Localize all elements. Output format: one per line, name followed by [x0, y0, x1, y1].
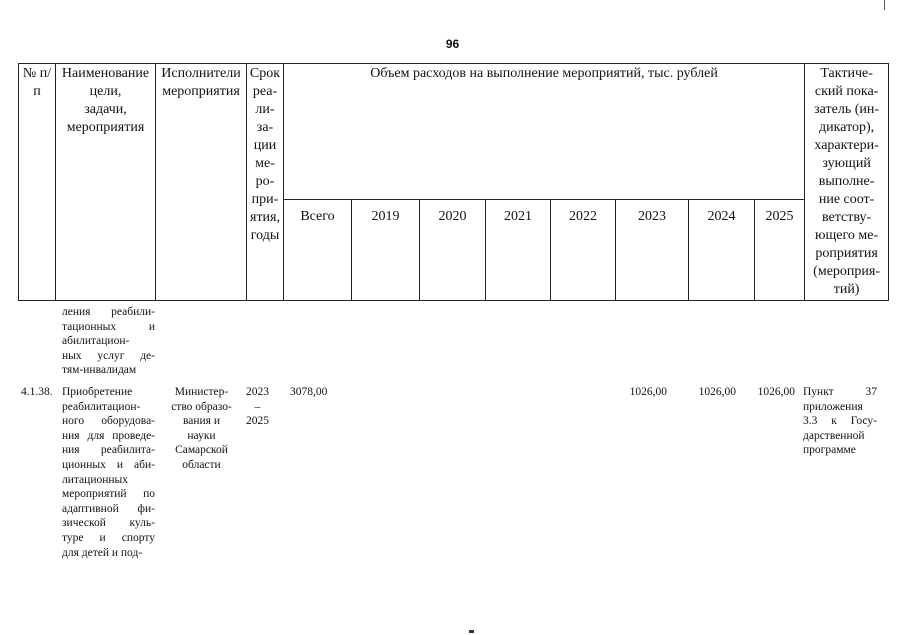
row-name-line: мероприятий по [62, 488, 155, 501]
header-year-2020: 2020 [420, 199, 486, 300]
row-executor-line: науки [187, 429, 216, 442]
row-number: 4.1.38. [21, 386, 53, 398]
row-term-cell [241, 385, 274, 429]
row-2023-value: 1026,00 [629, 386, 667, 398]
row-executor-line: ство образо- [171, 400, 232, 413]
row-name-line: зической куль- [62, 517, 155, 530]
row-executor-line: Министер- [174, 386, 229, 398]
header-name: Наименование цели, задачи, мероприятия [56, 64, 156, 301]
row-term-line: 2025 [246, 415, 269, 428]
header-year-2019: 2019 [352, 199, 420, 300]
table-header [18, 63, 889, 301]
row-name-line: ния реабилита- [62, 444, 155, 457]
row-name-line: туре и спорту [62, 531, 155, 544]
row-executor-line: области [182, 458, 221, 471]
row-name-cell [62, 385, 155, 560]
row-name-line: ния для проведе- [62, 429, 155, 442]
header-indicator: Тактиче- ский пока- затель (ин- дикатор), характери- зующий выполне- ние соот- ветству- ющего ме- роприятия (мероприя- тий) [805, 64, 889, 301]
header-term: Срок реа- ли- за- ции ме- ро- при- ятия, годы [247, 64, 284, 301]
top-edge-rule [884, 0, 885, 10]
scan-mark [469, 630, 474, 633]
row-2025-value: 1026,00 [757, 386, 795, 398]
row-indicator-line: 3.3 к Госу- [803, 415, 877, 428]
continuation-line: абилитацион- [62, 335, 130, 348]
row-name-line: адаптивной фи- [62, 502, 155, 515]
row-indicator-line: приложения [803, 400, 863, 413]
row-name-line: ционных и аби- [62, 458, 155, 471]
row-name-line: реабилитацион- [62, 400, 141, 413]
row-term-line: – [254, 400, 261, 413]
continuation-line: ных услуг де- [62, 349, 155, 362]
header-year-2023: 2023 [616, 199, 689, 300]
header-executors: Исполнители мероприятия [156, 64, 247, 301]
row-name-line: Приобретение [62, 386, 133, 398]
continuation-line: тационных и [62, 320, 155, 333]
header-volume: Объем расходов на выполнение мероприятий, тыс. рублей [284, 64, 805, 200]
row-name-line: ного оборудова- [62, 415, 155, 428]
row-total-value: 3078,00 [290, 386, 328, 398]
row-executor-line: вания и [182, 415, 220, 428]
header-year-2021: 2021 [486, 199, 551, 300]
row-term-line: 2023 [246, 386, 269, 398]
header-year-2024: 2024 [689, 199, 755, 300]
continuation-line: тям-инвалидам [62, 364, 137, 377]
row-indicator-cell [803, 385, 877, 458]
row-indicator-line: программе [803, 444, 856, 457]
row-indicator-line: дарственной [803, 429, 865, 442]
continuation-name-cell [62, 305, 155, 378]
row-executor-cell [158, 385, 245, 473]
row-2024-value: 1026,00 [698, 386, 736, 398]
row-name-line: литационных [62, 473, 129, 486]
page-number: 96 [445, 37, 460, 51]
row-name-line: для детей и под- [62, 546, 143, 559]
header-year-2022: 2022 [551, 199, 616, 300]
header-year-2025: 2025 [755, 199, 805, 300]
header-number: № п/п [19, 64, 56, 301]
header-total: Всего [284, 199, 352, 300]
row-executor-line: Самарской [175, 444, 228, 457]
continuation-line: ления реабили- [62, 306, 155, 318]
row-indicator-line: Пункт 37 [803, 386, 877, 398]
